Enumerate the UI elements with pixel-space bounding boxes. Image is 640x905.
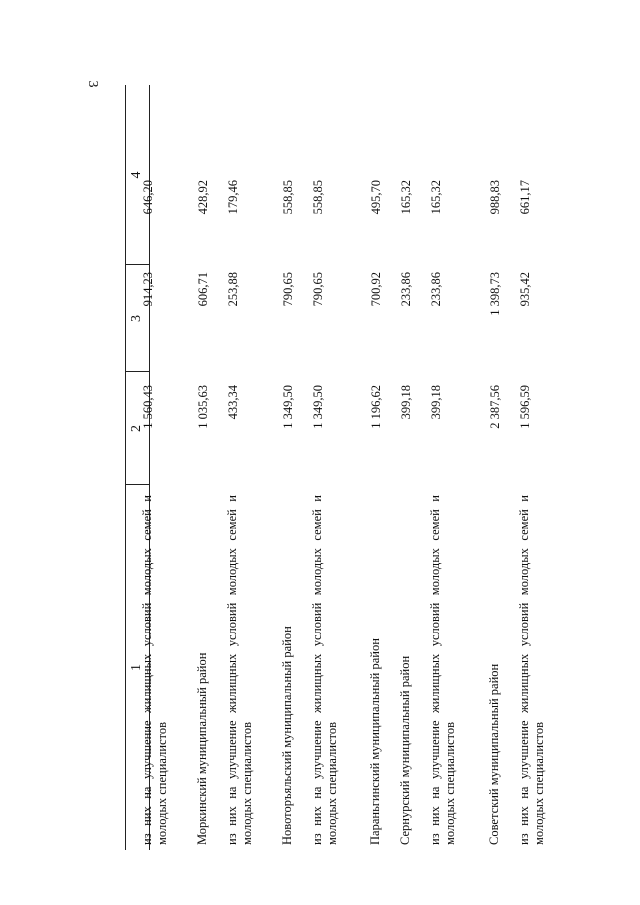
row-name: Сернурский муниципальный район [398,655,412,845]
row-col2: 399,18 [399,385,413,420]
table-row [310,85,344,850]
data-table [125,85,546,850]
row-col3: 606,71 [196,272,210,307]
row-name: Советский муниципальный район [487,663,501,845]
rotated-table-container [125,85,546,850]
row-name: Новоторъяльский муниципальный район [280,626,294,845]
table-row [398,85,432,850]
row-col2: 1 349,50 [311,385,325,429]
row-col4: 988,83 [488,180,502,215]
row-name: Параньгинский муниципальный район [368,638,382,845]
table-row [195,85,229,850]
table-row [140,85,174,850]
row-name: из них на улучшение жилищных условий молодых семей и молодых специалистов [310,495,339,845]
row-col2: 1 560,43 [141,385,155,429]
row-col4: 428,92 [196,180,210,215]
row-col2: 1 035,63 [196,385,210,429]
row-col2: 2 387,56 [488,385,502,429]
row-col3: 233,86 [399,272,413,307]
row-col4: 495,70 [369,180,383,215]
row-col2: 1 596,59 [518,385,532,429]
table-row [487,85,521,850]
row-col4: 661,17 [518,180,532,215]
row-col3: 914,23 [141,272,155,307]
row-col2: 433,34 [226,385,240,420]
row-col3: 790,65 [311,272,325,307]
header-col-1: 1 [129,664,144,671]
row-col3: 935,42 [518,272,532,307]
row-col3: 700,92 [369,272,383,307]
table-row [225,85,259,850]
row-col4: 165,32 [429,180,443,215]
row-name: из них на улучшение жилищных условий молодых семей и молодых специалистов [225,495,254,845]
table-row [280,85,314,850]
row-col3: 233,86 [429,272,443,307]
table-row [517,85,551,850]
row-name: из них на улучшение жилищных условий молодых семей и молодых специалистов [517,495,546,845]
table-row [368,85,402,850]
row-col4: 646,20 [141,180,155,215]
header-col-2: 2 [129,425,144,432]
header-col-3: 3 [129,315,144,322]
row-name: из них на улучшение жилищных условий молодых семей и молодых специалистов [140,495,169,845]
row-col4: 558,85 [281,180,295,215]
row-col3: 253,88 [226,272,240,307]
row-name: Моркинский муниципальный район [195,652,209,845]
row-col2: 399,18 [429,385,443,420]
header-col-4: 4 [129,171,144,179]
row-col4: 558,85 [311,180,325,215]
row-col4: 165,32 [399,180,413,215]
row-col3: 790,65 [281,272,295,307]
row-col2: 1 349,50 [281,385,295,429]
page-number: 3 [85,80,100,88]
row-col3: 1 398,73 [488,272,502,316]
row-col4: 179,46 [226,180,240,215]
table-row [428,85,462,850]
row-name: из них на улучшение жилищных условий молодых семей и молодых специалистов [428,495,457,845]
row-col2: 1 196,62 [369,385,383,429]
